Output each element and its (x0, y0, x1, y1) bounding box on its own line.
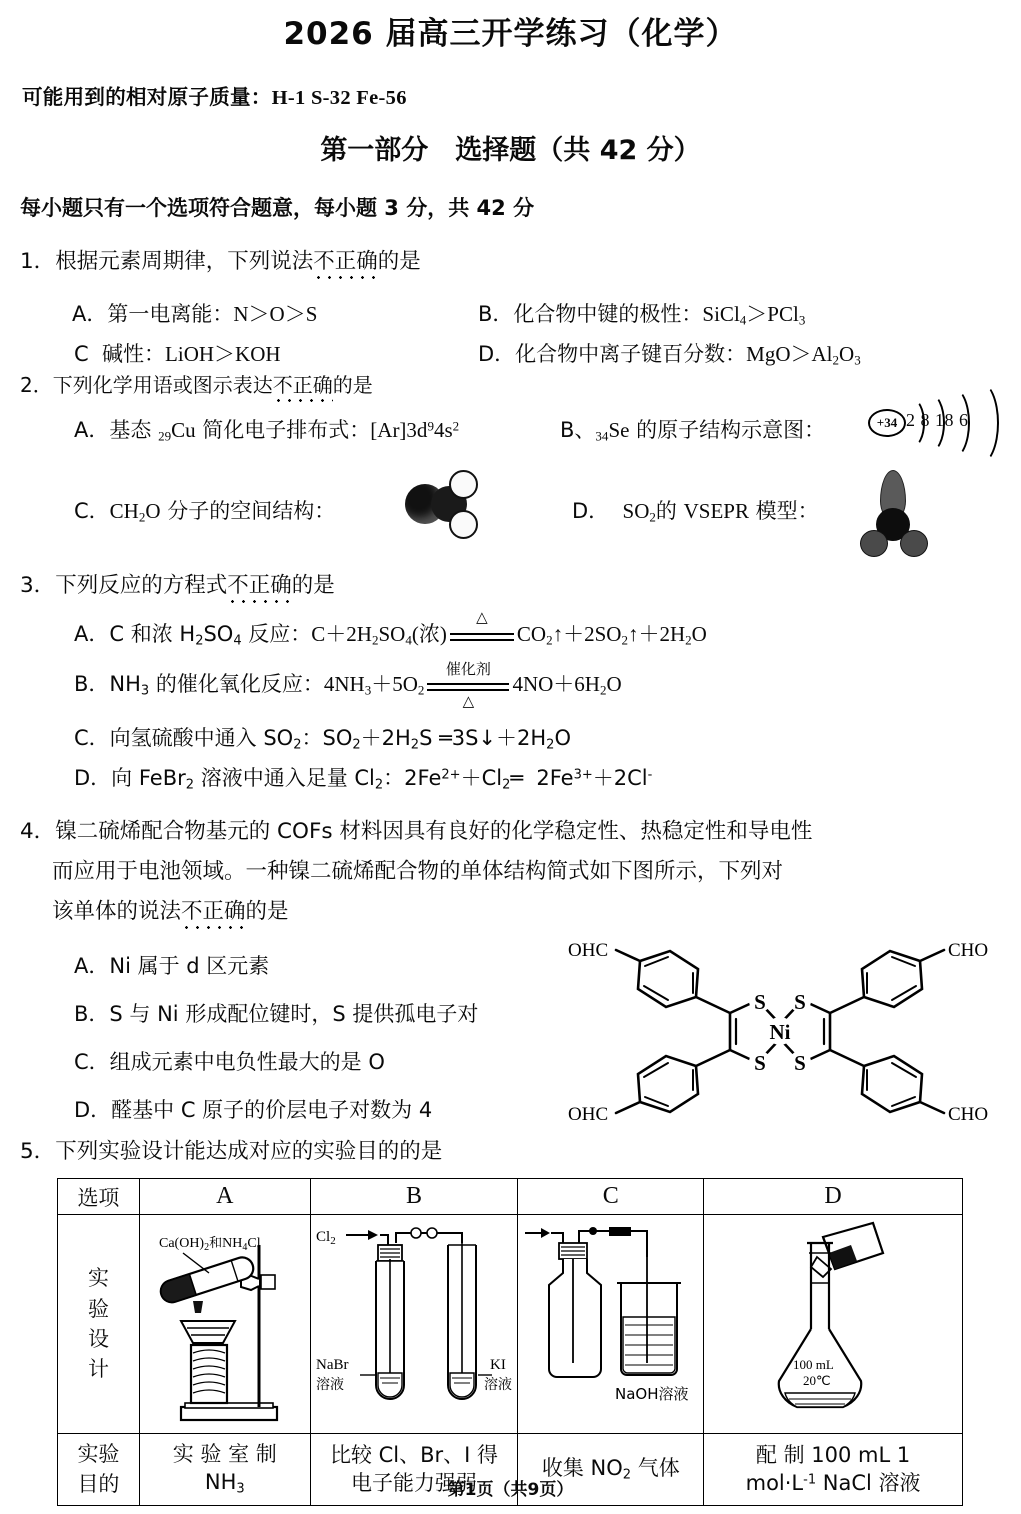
q2-option-d-text: $SO_2$的 VSEPR 模型： (622, 499, 819, 525)
question-4-stem-line-2: 而应用于电池领域。一种镍二硫烯配合物的单体结构简式如下图所示，下列对 (52, 859, 784, 884)
design-cell-d (704, 1215, 963, 1434)
q3-eq-b-left: $4NH_3+5O_2$ (323, 672, 425, 698)
table-column-header-b: B (310, 1179, 518, 1215)
q1-stem-emphasis: 不正确 (313, 249, 378, 274)
hydrogen-atom-sphere-2 (449, 510, 478, 539)
table-column-header-a: A (139, 1179, 310, 1215)
q2-option-d-label: D． (572, 499, 610, 523)
gas-collection-apparatus-diagram (519, 1217, 702, 1431)
hydrogen-atom-sphere-1 (449, 470, 478, 499)
oxygen-atom-sphere-2 (900, 530, 928, 557)
table-row-label-design (58, 1215, 140, 1434)
q2-option-b-text: $_{34}$Se 的原子结构示意图： (595, 418, 826, 444)
sulfur-label-top-left: S (754, 990, 766, 1014)
instruction-text: 每小题只有一个选项符合题意，每小题 3 分，共 42 分 (20, 196, 535, 220)
q3-option-d-text: 向 FeBr$_2$ 溶液中通入足量 $Cl_2$：$2Fe^{2+}+Cl_2═$ $2Fe^{3+}+2Cl^-$ (111, 766, 653, 793)
q1-option-c-text: 碱性：LiOH＞KOH (88, 342, 281, 366)
q4-stem-text-1: 镍二硫烯配合物基元的 COFs 材料因具有良好的化学稳定性、热稳定性和导电性 (55, 819, 813, 844)
condition-catalyst-b: 催化剂 (445, 660, 491, 679)
q1-option-d[interactable] (478, 338, 861, 369)
table-column-header-c: C (518, 1179, 704, 1215)
q3-option-b-desc: $NH_3$ 的催化氧化反应： (109, 672, 324, 699)
q4-option-c-label: C． (74, 1050, 110, 1074)
q4-option-d-text: 醛基中 C 原子的价层电子对数为 4 (111, 1098, 433, 1122)
table-row-label-option: 选项 (58, 1179, 140, 1215)
ammonia-apparatus-diagram (141, 1217, 309, 1431)
q3-eq-b-right: $4NO+6H_2O$ (512, 672, 622, 698)
q4-option-a[interactable] (74, 950, 269, 980)
table-header-row (58, 1179, 963, 1215)
design-label-char-3: 设 (87, 1327, 109, 1351)
q1-option-b-label: B． (478, 302, 514, 326)
aldehyde-label-top-left: OHC (568, 940, 609, 961)
q3-number: 3． (20, 573, 56, 598)
q3-option-a[interactable] (74, 608, 707, 649)
question-3-stem (20, 572, 335, 600)
q2-option-a-label: A． (74, 418, 110, 442)
q3-option-d[interactable] (74, 762, 652, 793)
condition-heat-b: △ (462, 692, 475, 711)
q4-option-d-label: D． (74, 1098, 112, 1122)
q4-option-c[interactable] (74, 1046, 385, 1076)
page-footer: 第1页（共9页） (447, 1480, 574, 1500)
q4-number: 4． (20, 819, 56, 844)
q1-option-d-label: D． (478, 342, 516, 366)
q1-stem-a: 根据元素周期律，下列说法 (55, 249, 314, 274)
design-cell-c (518, 1215, 704, 1434)
design-label-char-4: 计 (87, 1357, 109, 1382)
ch2o-space-filling-model (405, 470, 485, 540)
q4-option-a-text: Ni 属于 d 区元素 (109, 954, 270, 978)
electron-shell-counts: 2 8 18 6 (906, 410, 969, 430)
condition-heat-a: △ (476, 608, 488, 627)
purpose-a-line-1: 实 验 室 制 (172, 1442, 277, 1466)
reagent-label-a: $Ca(OH)_2$和$NH_4Cl$ (158, 1236, 261, 1253)
q4-option-d[interactable] (74, 1094, 432, 1124)
q2-option-c-text: $CH_2O$ 分子的空间结构： (109, 499, 336, 525)
q3-stem-a: 下列反应的方程式 (55, 573, 228, 598)
atomic-mass-line (22, 80, 407, 110)
design-cell-b (310, 1215, 518, 1434)
q2-option-b-label: B、 (560, 418, 596, 442)
q5-stem-text: 下列实验设计能达成对应的实验目的的是 (55, 1139, 443, 1164)
oxygen-atom-sphere-1 (860, 530, 888, 557)
q2-option-c-label: C． (74, 499, 110, 523)
q2-stem-b: 的是 (332, 373, 373, 397)
purpose-label-line-1: 实验 (77, 1441, 120, 1466)
purpose-b-line-1: 比较 Cl、Br、I 得 (329, 1442, 499, 1467)
q3-eq-a-left: $C+2H_2SO_4$(浓) (311, 622, 447, 648)
nickel-center-label: Ni (769, 1020, 791, 1044)
purpose-c-text: 收集 $NO_2$ 气体 (541, 1456, 680, 1483)
inlet-label-b: $Cl_2$ (315, 1229, 336, 1247)
q1-stem-b: 的是 (377, 249, 421, 274)
nucleus-charge-label: +34 (868, 409, 906, 437)
q1-option-a-label: A． (72, 302, 108, 326)
question-4-stem-line-1 (20, 818, 812, 846)
q2-option-b[interactable] (560, 414, 825, 445)
sulfur-label-top-right: S (794, 990, 806, 1014)
q3-option-c-label: C． (74, 726, 110, 750)
purpose-d-line-1: 配 制 100 mL 1 (755, 1442, 911, 1467)
reaction-arrow-b (427, 660, 509, 711)
aldehyde-label-bottom-left: OHC (568, 1104, 609, 1125)
q3-option-b[interactable] (74, 660, 622, 711)
purpose-a-line-2: $NH_3$ (204, 1470, 245, 1497)
q4-option-b[interactable] (74, 998, 478, 1028)
question-4-stem-line-3 (52, 898, 289, 926)
tube2-solution-label: 溶液 (483, 1377, 512, 1393)
design-cell-a (139, 1215, 310, 1434)
q4-option-b-text: S 与 Ni 形成配位键时，S 提供孤电子对 (109, 1002, 479, 1026)
q1-option-d-text: 化合物中离子键百分数：$MgO>Al_2O_3$ (515, 342, 861, 368)
volumetric-flask-apparatus-diagram (705, 1217, 961, 1431)
q4-option-a-label: A． (74, 954, 110, 978)
q2-number: 2． (20, 373, 53, 397)
beaker-label-c: NaOH溶液 (615, 1385, 689, 1403)
sulfur-label-bottom-left: S (754, 1051, 766, 1075)
q4-option-c-text: 组成元素中电负性最大的是 O (109, 1050, 385, 1074)
purpose-d-line-2: $mol\cdot L^{-1}$ NaCl 溶液 (745, 1471, 921, 1496)
q4-stem-emphasis: 不正确 (181, 899, 246, 924)
table-column-header-d: D (704, 1179, 963, 1215)
q1-option-b-text: 化合物中键的极性：SiCl$_4$＞PCl$_3$ (513, 302, 806, 328)
table-design-row (58, 1215, 963, 1434)
q1-option-a-text: 第一电离能：N＞O＞S (107, 302, 318, 326)
experiment-design-table (57, 1178, 963, 1506)
q5-number: 5． (20, 1139, 56, 1164)
aldehyde-label-bottom-right: CHO (948, 1104, 989, 1125)
so2-vsepr-model (860, 470, 938, 556)
q1-option-c-label: C (74, 342, 89, 366)
tube2-reagent-label: KI (489, 1357, 506, 1373)
q3-option-b-label: B． (74, 672, 110, 696)
design-label-char-2: 验 (87, 1296, 109, 1321)
shell-arc-4 (961, 381, 999, 465)
selenium-atom-diagram (868, 395, 1018, 447)
q2-option-d[interactable] (572, 495, 819, 526)
q3-option-a-desc: C 和浓 $H_2SO_4$ 反应： (109, 622, 312, 649)
q2-option-c[interactable] (74, 495, 335, 526)
q3-stem-b: 的是 (291, 573, 335, 598)
tube1-solution-label: 溶液 (315, 1377, 344, 1393)
q1-option-b[interactable] (478, 298, 805, 329)
q3-option-c[interactable] (74, 722, 571, 753)
question-2-stem (20, 372, 373, 398)
atomic-mass-label: 可能用到的相对原子质量： (22, 85, 272, 109)
q3-option-a-label: A． (74, 622, 110, 646)
nickel-dithiolene-structure-diagram (560, 935, 1000, 1130)
q1-option-a[interactable] (72, 298, 317, 328)
halogen-displacement-apparatus-diagram (312, 1217, 517, 1431)
q3-eq-a-right: $CO_2↑+2SO_2↑+2H_2O$ (516, 622, 707, 648)
q2-option-a-text: 基态 $_{29}$Cu 简化电子排布式：$[Ar]3d^94s^2$ (109, 418, 460, 444)
part-one-title: 第一部分 选择题（共 42 分） (320, 135, 701, 166)
tube1-reagent-label: NaBr (315, 1357, 349, 1373)
q4-stem-text-3b: 的是 (245, 899, 289, 924)
flask-temperature-label: 20℃ (803, 1373, 831, 1388)
q1-number: 1． (20, 249, 56, 274)
q4-stem-text-3a: 该单体的说法 (52, 899, 182, 924)
q3-stem-emphasis: 不正确 (227, 573, 292, 598)
q3-option-d-label: D． (74, 766, 112, 790)
reaction-arrow-a (450, 608, 514, 644)
q4-option-b-label: B． (74, 1002, 110, 1026)
question-1-stem (20, 248, 421, 276)
purpose-label-line-2: 目的 (77, 1472, 120, 1497)
q1-option-c[interactable] (74, 338, 281, 368)
purpose-b-line-2: 电子能力强弱 (351, 1471, 478, 1496)
flask-volume-label: 100 mL (793, 1357, 834, 1372)
question-5-stem (20, 1138, 442, 1166)
design-label-char-1: 实 (87, 1266, 109, 1291)
q2-stem-emphasis: 不正确 (272, 373, 333, 397)
sulfur-label-bottom-right: S (794, 1051, 806, 1075)
q3-option-c-text: 向氢硫酸中通入 $SO_2$：$SO_2+2H_2S$ $═3S↓+2H_2O$ (109, 726, 571, 753)
page-title: 2026 届高三开学练习（化学） (283, 16, 738, 52)
q2-stem-a: 下列化学用语或图示表达 (52, 373, 273, 397)
q2-option-a[interactable] (74, 414, 459, 445)
atomic-mass-values: H-1 S-32 Fe-56 (271, 87, 407, 109)
aldehyde-label-top-right: CHO (948, 940, 989, 961)
